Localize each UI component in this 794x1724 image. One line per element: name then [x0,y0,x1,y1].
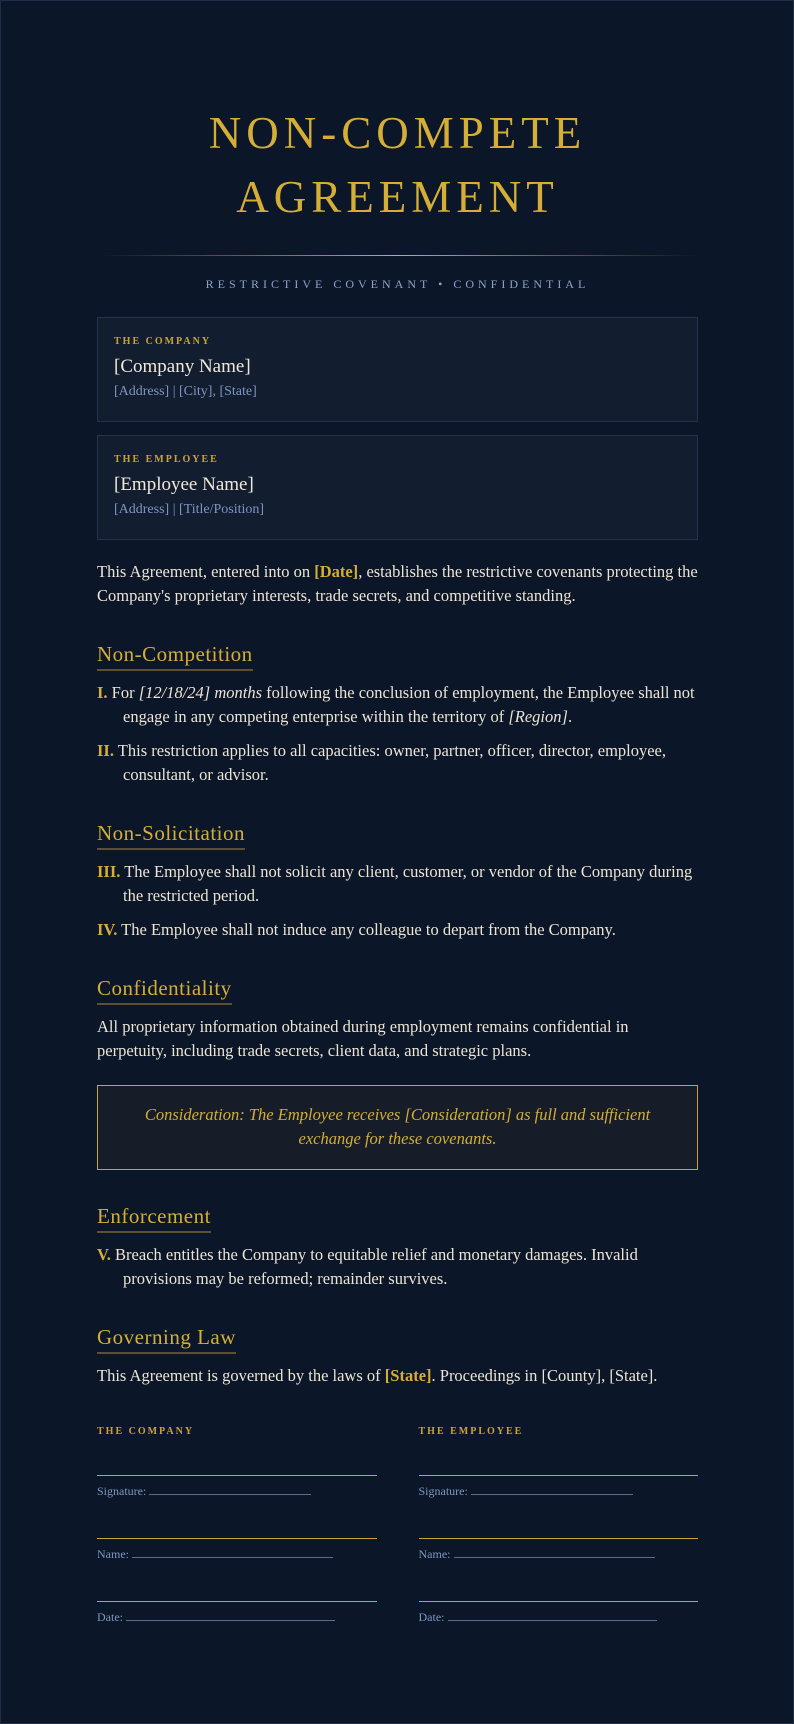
governing-law-text [97,1364,698,1388]
clause-ii [97,739,698,787]
field-label: Date: [418,1610,445,1624]
party-label: THE EMPLOYEE [114,454,219,465]
intro-text: , establishes the restrictive covenants protecting the Company's proprietary interests, trade secrets, and competitive standing. [97,562,698,605]
employee-signature-column [419,1426,699,1625]
signature-line[interactable] [419,1475,699,1476]
blank-line [149,1485,311,1495]
employee-address: [Address] | [Title/Position] [114,502,265,517]
signature-party-label: THE EMPLOYEE [418,1426,524,1437]
confidentiality-text: All proprietary information obtained during employment remains confidential in perpetuity, including trade secrets, client data, and strategic plans. [97,1017,629,1060]
clause-i [97,681,698,729]
name-field[interactable] [97,1547,377,1562]
party-label: THE COMPANY [114,336,212,347]
employee-name: [Employee Name] [114,474,254,495]
date-line[interactable] [97,1601,377,1602]
company-address: [Address] | [City], [State] [114,384,257,399]
intro-paragraph [97,560,698,608]
duration-placeholder: [12/18/24] months [138,683,263,702]
state-placeholder: [State] [384,1366,432,1385]
document-title [97,101,698,229]
field-label: Name: [97,1547,129,1561]
name-line[interactable] [419,1538,699,1539]
name-field[interactable] [419,1547,699,1562]
blank-line [126,1611,335,1621]
clause-text: following the conclusion of employment, the Employee shall not engage in any competing enterprise within the territory of [123,683,695,726]
signature-field[interactable] [419,1484,699,1499]
section-heading-confidentiality: Confidentiality [97,976,232,1005]
field-label: Signature: [418,1484,468,1498]
date-field[interactable] [97,1610,377,1625]
intro-text: This Agreement, entered into on [97,562,315,581]
name-line[interactable] [97,1538,377,1539]
signature-block [97,1426,698,1625]
signature-line[interactable] [97,1475,377,1476]
title-divider [98,255,698,256]
date-placeholder: [Date] [314,562,359,581]
date-line[interactable] [419,1601,699,1602]
clause-text: For [107,683,139,702]
clause-number: I. [97,683,108,702]
company-signature-column [97,1426,377,1625]
clause-text: Breach entitles the Company to equitable relief and monetary damages. Invalid provisions may be reformed; remainder survives. [110,1245,638,1288]
clause-text: . [567,707,573,726]
blank-line [454,1548,655,1558]
clause-v [97,1243,698,1291]
document-subtitle: RESTRICTIVE COVENANT • CONFIDENTIAL [205,277,590,291]
law-text: . Proceedings in [County], [State]. [431,1366,658,1385]
clause-iv [97,918,698,942]
region-placeholder: [Region] [508,707,568,726]
clause-text: This restriction applies to all capacities: owner, partner, officer, director, employee, consultant, or advisor. [113,741,667,784]
signature-party-label: THE COMPANY [97,1426,195,1437]
section-heading-governing-law: Governing Law [97,1325,236,1354]
title-line-1: NON-COMPETE [208,108,587,158]
date-field[interactable] [419,1610,699,1625]
field-label: Date: [97,1610,123,1624]
field-label: Name: [418,1547,451,1561]
blank-line [132,1548,333,1558]
consideration-callout: Consideration: The Employee receives [Consideration] as full and sufficient exchange for these covenants. [97,1085,698,1170]
clause-number: III. [97,862,121,881]
title-line-2: AGREEMENT [236,172,559,222]
signature-field[interactable] [97,1484,377,1499]
section-heading-enforcement: Enforcement [97,1204,211,1233]
clause-text: The Employee shall not induce any colleague to depart from the Company. [117,920,616,939]
clause-number: V. [97,1245,111,1264]
company-party-box [97,317,698,422]
clause-iii [97,860,698,908]
law-text: This Agreement is governed by the laws of [97,1366,385,1385]
company-name: [Company Name] [114,356,251,377]
section-heading-non-competition: Non-Competition [97,642,253,671]
agreement-document [1,101,793,1625]
clause-number: IV. [97,920,118,939]
section-heading-non-solicitation: Non-Solicitation [97,821,245,850]
clause-text: The Employee shall not solicit any client, customer, or vendor of the Company during the restricted period. [120,862,693,905]
field-label: Signature: [97,1484,147,1498]
blank-line [448,1611,657,1621]
employee-party-box [97,435,698,540]
blank-line [471,1485,633,1495]
clause-number: II. [97,741,114,760]
